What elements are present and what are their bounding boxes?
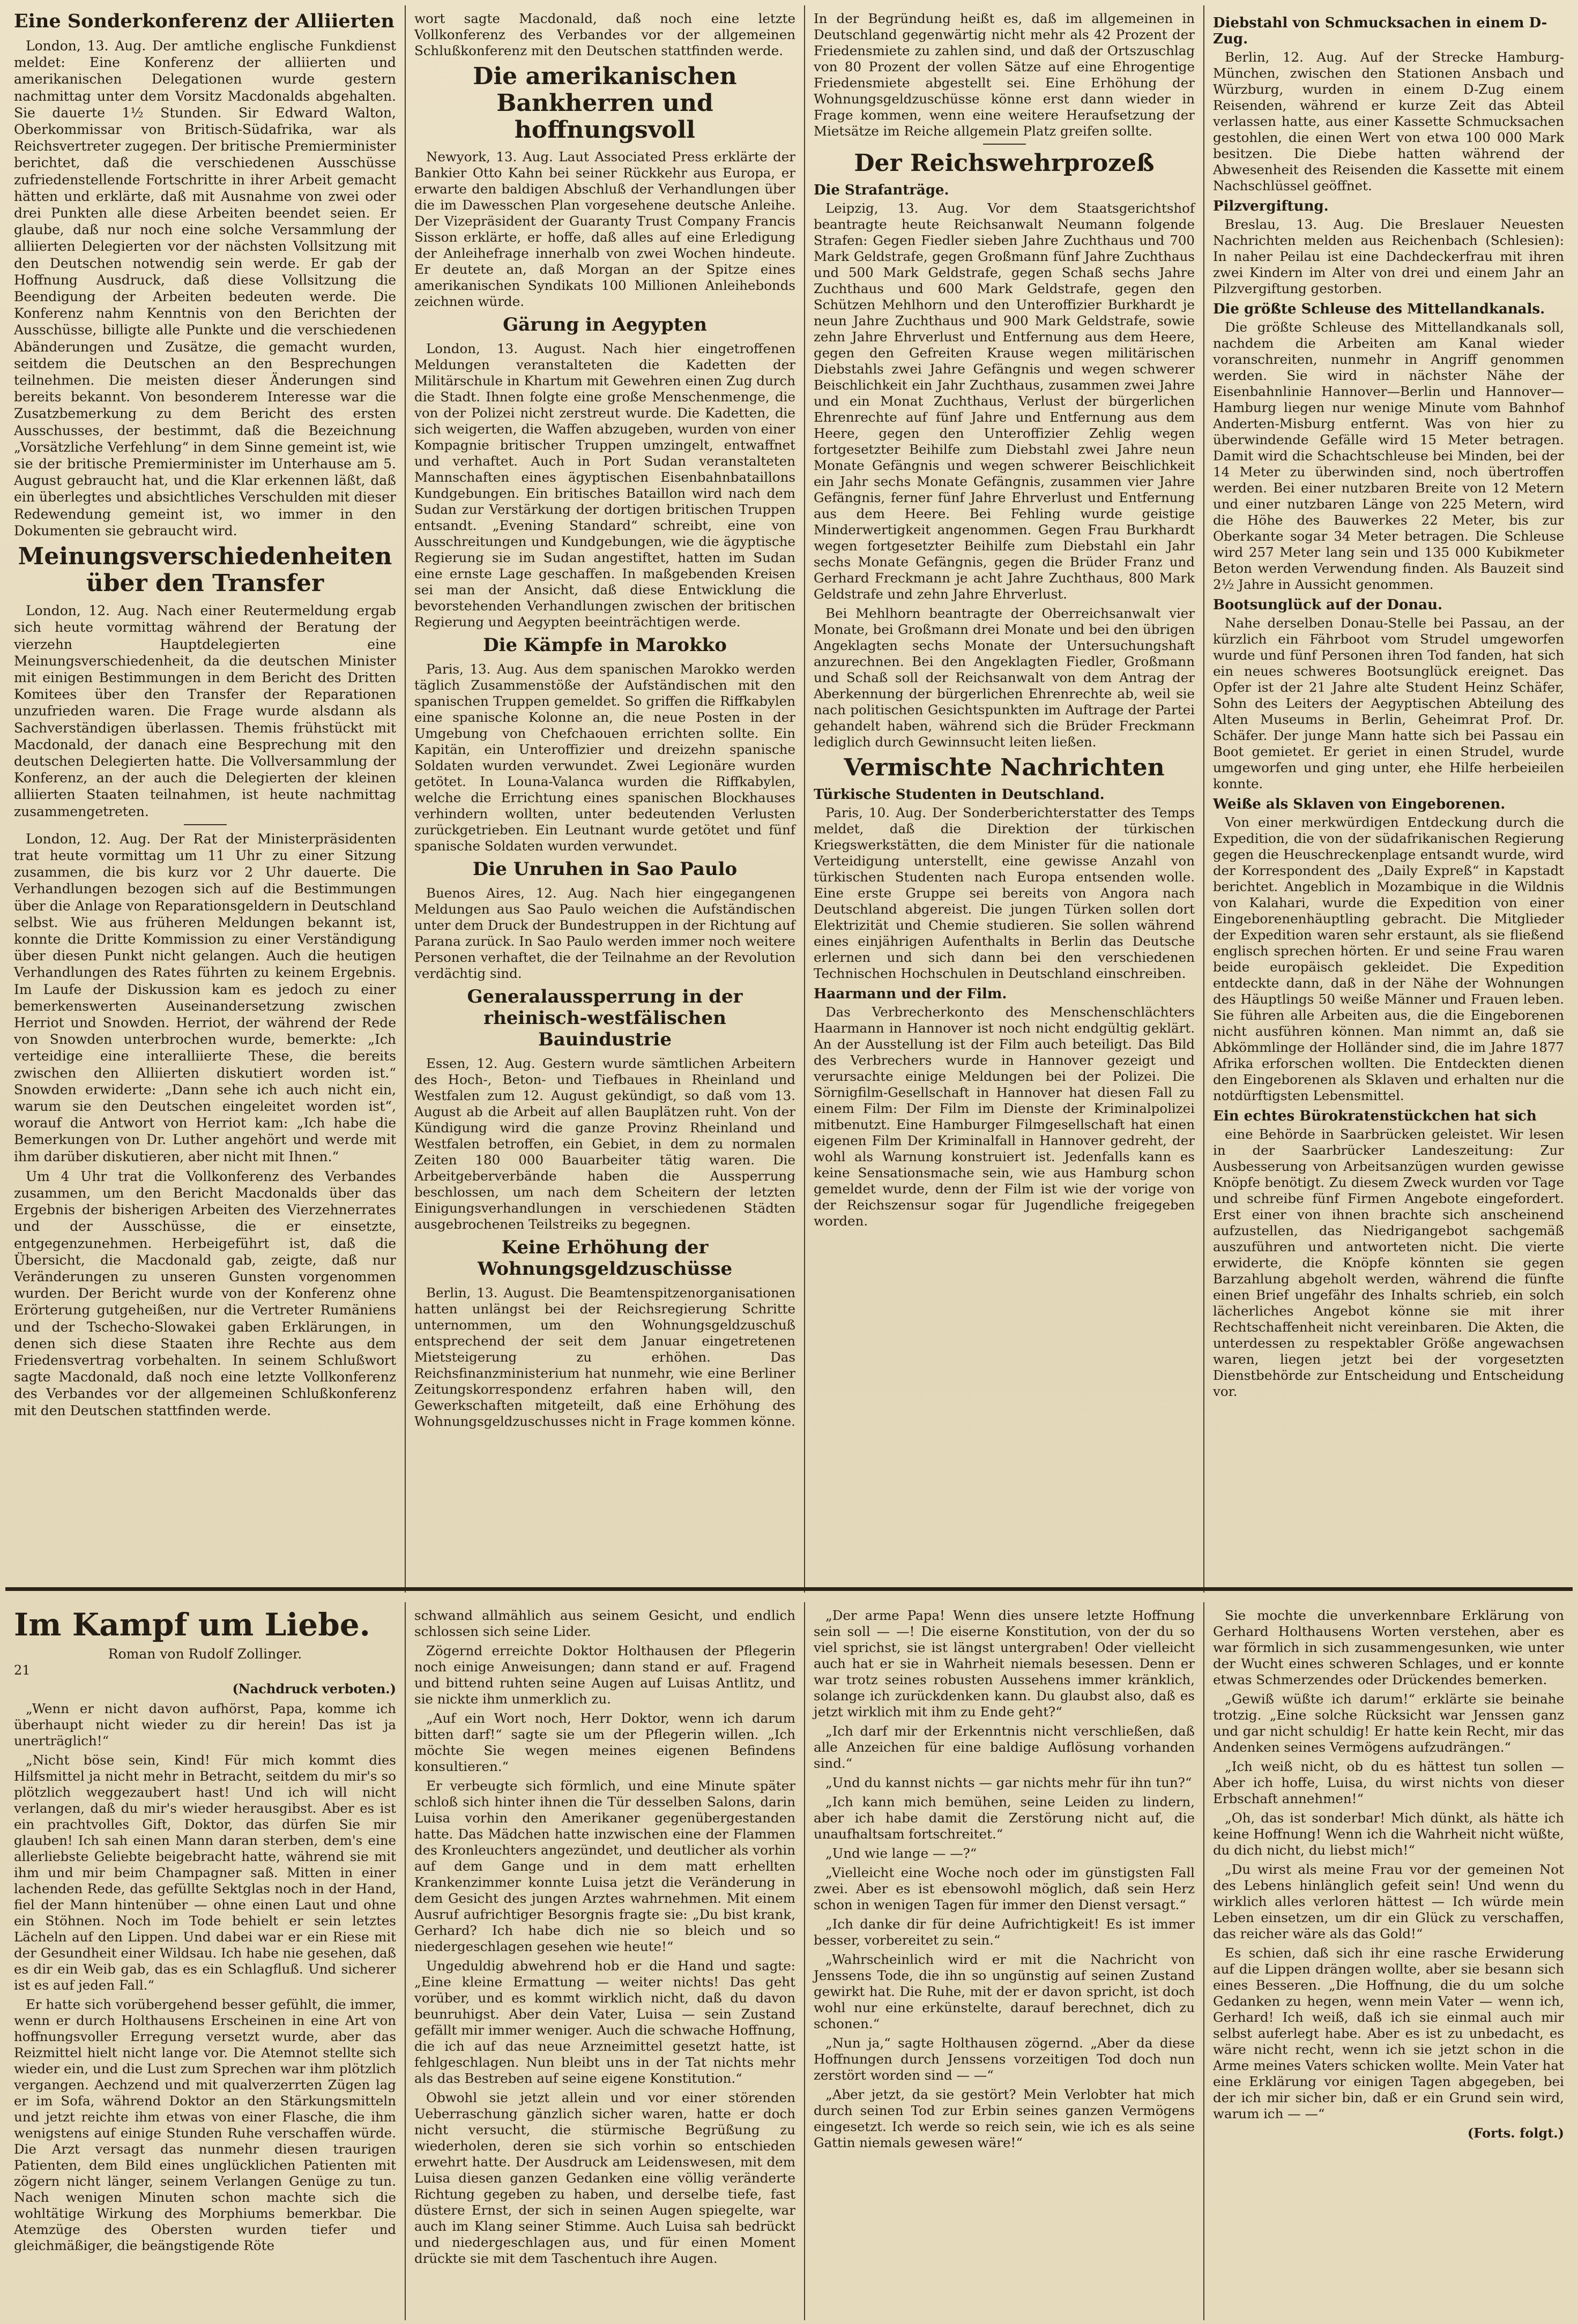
- column-4: [1203, 5, 1573, 1593]
- serial-paragraph: „Vielleicht eine Woche noch oder im günstigsten Fall zwei. Aber es ist ebensowohl möglich, daß sein Herz schon in wenigen Tagen für immer den Dienst versagt.“: [814, 1865, 1195, 1912]
- serial-paragraph: Es schien, daß sich ihr eine rasche Erwiderung auf die Lippen drängen wollte, aber sie besann sich eines Besseren. „Die Hoffnung, die du um solche Gedanken zu hegen, wenn mein Vater — wenn ich, Gerhard! Ich weiß, daß ich sie einmal auch mir selbst auferlegt habe. Aber es ist zu unbedacht, es wäre nicht recht, wenn ich sie jetzt schon in die Arme meines Vaters schicken wollte. Mein Vater hat eine Erklärung vor einigen Tagen abgegeben, bei der ich mir sicher bin, daß er ein Grund sein wird, warum ich — —“: [1213, 1945, 1564, 2121]
- headline-wohnungsgeld: Keine Erhöhung der Wohnungsgeldzuschüsse: [477, 1237, 733, 1280]
- headline-bankherren: Die amerikanischen Bankherren und hoffnungsvoll: [473, 63, 737, 144]
- article-buerokraten: eine Behörde in Saarbrücken geleistet. Wir lesen in der Saarbrücker Landeszeitung: Zur Ausbesserung von Arbeitsanzügen wurden gewisse Knöpfe benötigt. Zu diesem Zweck wurden vor Tage und schreibe fünf Firmen Angebote eingefordert. Erst einer von ihnen brachte sich anscheinend aufzustellen, das Niedrigangebot sachgemäß auszuführen und antworteten nicht. Die vierte erwiderte, die Knöpfe könnten sie gegen Barzahlung abgeholt werden, während die fünfte einen Brief ungefähr des Inhalts schrieb, ein solch lächerliches Angebot könne sie mit ihrer Rechtschaffenheit nicht vereinbaren. Die Akten, die unterdessen zu respektabler Größe angewachsen waren, liegen jetzt bei der vorgesetzten Dienstbehörde zur Entscheidung und Entscheidung vor.: [1213, 1126, 1564, 1399]
- article-bootsunglueck: Nahe derselben Donau-Stelle bei Passau, an der kürzlich ein Fährboot vom Strudel umgeworfen wurde und fünf Personen ihren Tod fanden, hat sich ein neues schweres Bootsunglück ereignet. Das Opfer ist der 21 Jahre alte Student Heinz Schäfer, Sohn des Leiters der Aegyptischen Abteilung des Alten Museums in Berlin, Geheimrat Prof. Dr. Schäfer. Der junge Mann hatte sich bei Passau ein Boot gemietet. Er geriet in einen Strudel, wurde umgeworfen und ging unter, ehe Hilfe herbeieilen konnte.: [1213, 615, 1564, 791]
- serial-paragraph: Sie mochte die unverkennbare Erklärung von Gerhard Holthausens Worten verstehen, aber es war förmlich in sich zusammengesunken, wie unter der Wucht eines schweren Schlages, und er konnte etwas Schmerzendes oder Drückendes bemerken.: [1213, 1608, 1564, 1687]
- separator: [983, 144, 1026, 145]
- serial-paragraph: „Aber jetzt, da sie gestört? Mein Verlobter hat mich durch seinen Tod zur Erbin seines ganzen Vermögens eingesetzt. Ich werde so reich sein, wie ich es als seine Gattin niemals gewesen wäre!“: [814, 2087, 1195, 2150]
- subhead-diebstahl: Diebstahl von Schmucksachen in einem D-Zug.: [1213, 15, 1547, 47]
- headline-vermischte: Vermischte Nachrichten: [844, 754, 1165, 781]
- serial-paragraph: „Wenn er nicht davon aufhörst, Papa, komme ich überhaupt nicht wieder zu dir herein! Das ist ja unerträglich!“: [14, 1701, 396, 1748]
- serial-paragraph: Obwohl sie jetzt allein und vor einer störenden Ueberraschung gänzlich sicher waren, hatte er doch nicht versucht, die stürmische Begrüßung zu wiederholen, deren sie sich vorhin so entschieden erwehrt hatte. Der Ausdruck am Leidenswesen, mit dem Luisa diesen ganzen Gedanken eine völlig veränderte Richtung gegeben zu haben, und derselbe tiefe, fast düstere Ernst, der sich in seinen Augen spiegelte, war auch im Klang seiner Stimme. Auch Luisa sah bedrückt und niedergeschlagen aus, und für einen Moment drückte sie mit dem Taschentuch ihre Augen.: [414, 2090, 795, 2266]
- serial-paragraph: „Nicht böse sein, Kind! Für mich kommt dies Hilfsmittel ja nicht mehr in Betracht, seitdem du mir's so plötzlich weggezaubert hast! Und ich will nicht verlangen, daß du mir's wieder herausgibst. Aber es ist ein prachtvolles Gift, Doktor, das dürfen Sie mir glauben! Ich sah einen Mann daran sterben, dem's eine allerliebste Geliebte beigebracht hatte, während sie mit ihm und mir beim Champagner saß. Mitten in einer lachenden Rede, das gefüllte Sektglas noch in der Hand, fiel der Mann hintenüber — ohne einen Laut und ohne ein Stöhnen. Noch im Tode behielt er sein letztes Lächeln auf den Lippen. Und dabei war er ein Riese mit der Gesundheit einer Wildsau. Ich habe nie gesehen, daß es dir ein Weib gab, das es ein Schlagfluß. Und sicherer ist es auf jeden Fall.“: [14, 1752, 396, 1993]
- serial-paragraph: „Wahrscheinlich wird er mit die Nachricht von Jenssens Tode, die ihn so ungünstig auf seinen Zustand gewirkt hat. Die Ruhe, mit der er davon spricht, ist doch wohl nur eine erkünstelte, darauf berechnet, dich zu schonen.“: [814, 1952, 1195, 2031]
- article-transfer-2: London, 12. Aug. Der Rat der Ministerpräsidenten trat heute vormittag um 11 Uhr zu einer Sitzung zusammen, die bis kurz vor 2 Uhr dauerte. Die Verhandlungen bezogen sich auf die Bestimmungen über die Anlage von Reparationsgeldern in Deutschland selbst. Wie aus früheren Meldungen bekannt ist, konnte die Dritte Kommission zu einer Verständigung über diesen Punkt nicht gelangen. Auch die heutigen Verhandlungen des Rates führten zu keinem Ergebnis. Im Laufe der Diskussion kam es jedoch zu einer bemerkenswerten Auseinandersetzung zwischen Herriot und Snowden. Herriot, der während der Rede von Snowden unterbrochen wurde, bemerkte: „Ich verteidige eine interalliierte These, die bereits zwischen den Alliierten diskutiert worden ist.“ Snowden erwiderte: „Dann sehe ich auch nicht ein, warum sie den Deutschen eingeleitet worden ist“, worauf die Antwort von Herriot kam: „Ich habe die Bemerkungen von Dr. Luther angehört und werde mit ihm darüber diskutieren, aber nicht mit Ihnen.“: [14, 831, 396, 1164]
- article-schleuse: Die größte Schleuse des Mittellandkanals soll, nachdem die Arbeiten am Kanal wieder voranschreiten, nunmehr in Angriff genommen werden. Sie wird in nächster Nähe der Eisenbahnlinie Hannover—Berlin und Hannover—Hamburg liegen nur wenige Minute vom Bahnhof Anderten-Misburg entfernt. Was von hier zu überwindende Gefälle wird 15 Meter betragen. Damit wird die Schachtschleuse bei Minden, bei der 14 Meter zu überwinden sind, noch übertroffen werden. Bei einer nutzbaren Breite von 12 Metern und einer nutzbaren Länge von 225 Metern, wird die Höhe des Bauwerkes 22 Meter, bis zur Oberkante sogar 34 Meter betragen. Die Schleuse wird 257 Meter lang sein und 135 000 Kubikmeter Beton werden Verwendung finden. Als Bauzeit sind 2½ Jahre in Aussicht genommen.: [1213, 319, 1564, 592]
- headline-aegypten: Gärung in Aegypten: [503, 314, 707, 335]
- article-wohnungsgeld: Berlin, 13. August. Die Beamtenspitzenorganisationen hatten unlängst bei der Reichsregierung Schritte unternommen, um den Wohnungsgeldzuschuß entsprechend der seit dem Januar eingetretenen Mietsteigerung zu erhöhen. Das Reichsfinanzministerium hat nunmehr, wie eine Berliner Zeitungskorrespondenz erfahren haben will, den Gewerkschaften mitgeteilt, daß eine Erhöhung des Wohnungsgeldzuschusses nicht in Frage kommen könne.: [414, 1285, 795, 1429]
- news-section: [5, 5, 1573, 1593]
- serial-paragraph: „Gewiß wüßte ich darum!“ erklärte sie beinahe trotzig. „Eine solche Rücksicht war Jenssen ganz und gar nicht schuldig! Er hatte kein Recht, mir das Andenken seines Vermögens aufzudrängen.“: [1213, 1691, 1564, 1755]
- article-haarmann: Das Verbrecherkonto des Menschenschlächters Haarmann in Hannover ist noch nicht endgültig geklärt. An der Ausstellung ist der Film auch beteiligt. Das Bild des Verbrechers wurde in Hannover gezeigt und verursachte einige Meldungen bei der Polizei. Die Sörnigfilm-Gesellschaft in Hannover hat diesen Fall zu einem Film: Der Film im Dienste der Kriminalpolizei mitbenutzt. Eine Hamburger Filmgesellschaft hat einen eigenen Film Der Kriminalfall in Hannover gedreht, der wohl als Warnung konstruiert ist. Jedenfalls kann es keine Sensationsmache sein, wie aus Hamburg schon gemeldet wurde, denn der Film ist wie der vorige von der Reichszensur sogar für Jugendliche freigegeben worden.: [814, 1004, 1195, 1229]
- serial-paragraph: Ungeduldig abwehrend hob er die Hand und sagte: „Eine kleine Ermattung — weiter nichts! Das geht vorüber, und es kommt wirklich nicht, daß du davon beunruhigst. Aber dein Vater, Luisa — sein Zustand gefällt mir immer weniger. Auch die schwache Hoffnung, die ich auf das neue Arzneimittel gesetzt hatte, ist fehlgeschlagen. Nun bleibt uns in der Tat nichts mehr als das Bestreben auf seine eigene Konstitution.“: [414, 1958, 795, 2086]
- article-diebstahl: Berlin, 12. Aug. Auf der Strecke Hamburg-München, zwischen den Stationen Ansbach und Würzburg, wurden in einem D-Zug einem Reisenden, während er kurze Zeit das Abteil verlassen hatte, aus einer Kassette Schmucksachen gestohlen, die einen Wert von etwa 100 000 Mark besitzen. Die Diebe hatten während der Abwesenheit des Reisenden die Kassette mit einem Nachschlüssel geöffnet.: [1213, 49, 1564, 193]
- serial-paragraph: „Nun ja,“ sagte Holthausen zögernd. „Aber da diese Hoffnungen durch Jenssens vorzeitigen Tod doch nun zerstört worden sind — —“: [814, 2035, 1195, 2083]
- serial-paragraph: Er hatte sich vorübergehend besser gefühlt, die immer, wenn er durch Holthausens Erscheinen in eine Art von hoffnungsvoller Erregung versetzt wurde, aber das Reizmittel hielt nicht lange vor. Die Atemnot stellte sich wieder ein, und die Lust zum Sprechen war ihm plötzlich vergangen. Aechzend und mit qualverzerrten Zügen lag er im Sofa, während Doktor an den Stärkungsmitteln und jetzt reichte ihm etwas von einer Flasche, die ihm wenigstens auf einige Stunden Ruhe verschaffen würde. Die Arzt versagt das nunmehr diesen traurigen Patienten, dem Bild eines unglücklichen Patienten mit zögern nicht länger, seinem Verlangen Genüge zu tun. Nach wenigen Minuten schon machte sich die wohltätige Wirkung des Morphiums bemerkbar. Die Atemzüge des Obersten wurden tiefer und gleichmäßiger, die beängstigende Röte: [14, 1997, 396, 2253]
- serial-column-3: [804, 1602, 1203, 2320]
- subhead-schleuse: Die größte Schleuse des Mittellandkanals.: [1213, 301, 1545, 317]
- serial-paragraph: „Auf ein Wort noch, Herr Doktor, wenn ich darum bitten darf!“ sagte sie um der Pflegerin willen. „Ich möchte Sie wegen meines eigenen Befindens konsultieren.“: [414, 1710, 795, 1774]
- article-bankherren: Newyork, 13. Aug. Laut Associated Press erklärte der Bankier Otto Kahn bei seiner Rückkehr aus Europa, er erwarte den baldigen Abschluß der Verhandlungen über die im Dawesschen Plan vorgesehene deutsche Anleihe. Der Vizepräsident der Guaranty Trust Company Francis Sisson erklärte, er hoffe, daß alles auf eine Erledigung der Anleihefrage innerhalb von zwei Wochen hindeute. Er deutete an, daß Morgan an der Spitze eines amerikanischen Syndikats 100 Millionen Anleihebonds zeichnen würde.: [414, 149, 795, 309]
- serial-paragraph: „Ich darf mir der Erkenntnis nicht verschließen, daß alle Anzeichen für eine baldige Auflösung vorhanden sind.“: [814, 1723, 1195, 1771]
- article-continuation: wort sagte Macdonald, daß noch eine letzte Vollkonferenz des Verbandes vor der allgemeinen Schlußkonferenz mit den Deutschen stattfinden werde.: [414, 11, 795, 58]
- column-2: [405, 5, 804, 1593]
- serial-paragraph: Er verbeugte sich förmlich, und eine Minute später schloß sich hinter ihnen die Tür desselben Salons, darin Luisa vorhin den Amerikaner gegenübergestanden hatte. Das Mädchen hatte inzwischen eine der Flammen des Kronleuchters angezündet, und deutlicher als vorhin auf dem Gange und in dem matt erhellten Krankenzimmer konnte Luisa jetzt die Veränderung in dem Gesicht des jungen Arztes wahrnehmen. Mit einem Ausruf aufrichtiger Besorgnis fragte sie: „Du bist krank, Gerhard? Ich habe dich nie so bleich und so niedergeschlagen gesehen wie heute!“: [414, 1778, 795, 1954]
- serial-paragraph: „Und wie lange — —?“: [825, 1845, 977, 1861]
- subhead-studenten: Türkische Studenten in Deutschland.: [814, 787, 1105, 803]
- serial-paragraph: „Ich weiß nicht, ob du es hättest tun sollen — Aber ich hoffe, Luisa, du wirst nichts von dieser Erbschaft annehmen!“: [1213, 1759, 1564, 1806]
- headline-marokko: Die Kämpfe in Marokko: [483, 634, 727, 656]
- reprint-notice: (Nachdruck verboten.): [232, 1681, 396, 1697]
- article-marokko: Paris, 13. Aug. Aus dem spanischen Marokko werden täglich Zusammenstöße der Aufständischen mit den spanischen Truppen gemeldet. So griffen die Riffkabylen eine spanische Kolonne an, die neue Posten in der Umgebung von Chefchaouen errichten sollte. Ein Kapitän, ein Unteroffizier und dreizehn spanische Soldaten wurden verwundet. Zwei Legionäre wurden getötet. In Louna-Valanca wurden die Riffkabylen, welche die Errichtung eines spanischen Blockhauses verhindern wollten, unter bedeutenden Verlusten zurückgetrieben. Ein Leutnant wurde getötet und fünf spanische Soldaten wurden verwundet.: [414, 661, 795, 854]
- article-studenten: Paris, 10. Aug. Der Sonderberichterstatter des Temps meldet, daß die Direktion der türkischen Kriegswerkstätten, die dem Minister für die nationale Verteidigung unterstellt, eine gewisse Anzahl von türkischen Studenten nach Europa entsenden wolle. Eine erste Gruppe sei bereits von Angora nach Deutschland abgereist. Die jungen Türken sollen dort Elektrizität und Chemie studieren. Sie sollen während eines einjährigen Aufenthalts in Berlin das Deutsche erlernen und sich dann bei den verschiedenen Technischen Hochschulen in Deutschland einschreiben.: [814, 805, 1195, 981]
- subhead-buerokraten: Ein echtes Bürokratenstückchen hat sich: [1213, 1108, 1537, 1124]
- article-reichswehrprozess-2: Bei Mehlhorn beantragte der Oberreichsanwalt vier Monate, bei Großmann drei Monate und bei den übrigen Angeklagten sechs Monate der Untersuchungshaft anzurechnen. Bei den Angeklagten Fiedler, Großmann und Schaß soll der Reichsanwalt von dem Antrag der Aberkennung der bürgerlichen Ehrenrechte ab, weil sie nach politischen Gesichtspunkten im Auftrage der Partei gehandelt haben, während sich die Brüder Freckmann lediglich durch Gewinnsucht leiten ließen.: [814, 606, 1195, 750]
- headline-transfer: Meinungsverschiedenheiten über den Transfer: [18, 543, 392, 597]
- headline-sao-paulo: Die Unruhen in Sao Paulo: [472, 858, 738, 880]
- article-sklaven: Von einer merkwürdigen Entdeckung durch die Expedition, die von der südafrikanischen Regierung gegen die Heuschreckenplage entsandt wurde, wird der Korrespondent des „Daily Expreß“ in Kapstadt berichtet. Angeblich in Mozambique in die Wildnis von Kalahari, wurde die Expedition von einer Eingeborenenhäuptling gebracht. Die Mitglieder der Expedition waren sehr erstaunt, als sie fließend englisch sprechen hörten. Er und seine Frau waren beide europäisch gekleidet. Die Expedition entdeckte dann, daß in der Nähe der Wohnungen des Häuptlings 50 weiße Männer und Frauen leben. Sie führen alle Arbeiten aus, die die Eingeborenen nicht ausführen können. Man nimmt an, daß sie Abkömmlinge der Holländer sind, die im Jahre 1877 Afrika erforschen wollten. Die Entdeckten dienen den Eingeborenen als Sklaven und erhalten nur die notdürftigsten Lebensmittel.: [1213, 814, 1564, 1103]
- serial-paragraph: „Oh, das ist sonderbar! Mich dünkt, als hätte ich keine Hoffnung! Wenn ich die Wahrheit nicht wüßte, du dich nicht, du liebst mich!“: [1213, 1810, 1564, 1858]
- continuation-note: (Forts. folgt.): [1467, 2125, 1564, 2141]
- article-transfer-3: Um 4 Uhr trat die Vollkonferenz des Verbandes zusammen, um den Bericht Macdonalds über das Ergebnis der bisherigen Arbeiten des Vierzehnerrates und der Ausschüsse, die er einsetzte, entgegenzunehmen. Herbeigeführt ist, daß die Übersicht, die Macdonald gab, zeigte, daß nur Veränderungen zu unseren Gunsten vorgenommen wurden. Der Bericht wurde von der Konferenz ohne Erörterung gutgeheißen, nur die Vertreter Rumäniens und der Tschecho-Slowakei gaben Erklärungen, in denen sich diese Staaten ihre Rechte aus dem Friedensvertrag vorbehalten. In seinem Schlußwort sagte Macdonald, daß noch eine letzte Vollkonferenz des Verbandes vor der allgemeinen Schlußkonferenz mit den Deutschen stattfinden werde.: [14, 1168, 396, 1418]
- serial-paragraph: „Ich kann mich bemühen, seine Leiden zu lindern, aber ich habe damit die Zerstörung nicht auf, die unaufhaltsam fortschreitet.“: [814, 1794, 1195, 1842]
- serial-column-1: [5, 1602, 405, 2320]
- serial-paragraph: „Du wirst als meine Frau vor der gemeinen Not des Lebens hinlänglich gefeit sein! Und wenn du wirklich alles verloren hättest — Ich würde mein Leben einsetzen, um dir ein Glück zu verschaffen, das reicher wäre als das Gold!“: [1213, 1862, 1564, 1941]
- feuilleton-section: [5, 1602, 1573, 2320]
- article-aegypten: London, 13. August. Nach hier eingetroffenen Meldungen veranstalteten die Kadetten der Militärschule in Khartum mit Gewehren einen Zug durch die Stadt. Ihnen folgte eine große Menschenmenge, die von der Polizei nicht zerstreut wurde. Die Kadetten, die sich weigerten, die Waffen abzugeben, wurden von einer Kompagnie britischer Truppen umzingelt, entwaffnet und verhaftet. Auch in Port Sudan veranstalteten Mannschaften eines ägyptischen Eisenbahnbataillons Kundgebungen. Ein britisches Bataillon wird nach dem Sudan zur Verstärkung der dortigen britischen Truppen entsandt. „Evening Standard“ schreibt, eine von Ausschreitungen und Kundgebungen, wie die ägyptische Regierung sie im Sudan angestiftet, hatten im Sudan eine ernste Lage geschaffen. In maßgebenden Kreisen sei man der Ansicht, daß diese Entwicklung die bevorstehenden Verhandlungen zwischen der britischen Regierung und Aegypten beeinträchtigen werde.: [414, 341, 795, 630]
- column-1: [5, 5, 405, 1593]
- serial-title: Im Kampf um Liebe.: [14, 1606, 370, 1643]
- serial-paragraph: „Der arme Papa! Wenn dies unsere letzte Hoffnung sein soll — —! Die eiserne Konstitution, von der du so viel sprichst, sie ist längst untergraben! Oder vielleicht auch hat er sie in Wahrheit niemals besessen. Denn er war trotz seines robusten Aussehens immer kränklich, solange ich zurückdenken kann. Du glaubst also, daß es jetzt wirklich mit ihm zu Ende geht?“: [814, 1608, 1195, 1720]
- serial-author: Roman von Rudolf Zollinger.: [108, 1646, 302, 1662]
- separator: [184, 824, 227, 825]
- feuilleton-divider: [5, 1587, 1573, 1591]
- article-sonderkonferenz: London, 13. Aug. Der amtliche englische Funkdienst meldet: Eine Konferenz der alliierten und amerikanischen Delegationen wurde gestern nachmittag unter dem Vorsitz Macdonalds abgehalten. Sie dauerte 1½ Stunden. Sir Edward Walton, Oberkommissar von Britisch-Südafrika, war als Reichsvertreter zugegen. Der britische Premierminister berichtet, daß die verschiedenen Ausschüsse zufriedenstellende Fortschritte in ihrer Arbeit gemacht hätten und erklärte, daß mit Ausnahme von zwei oder drei Punkten alle diese Arbeiten beendet seien. Er glaube, daß nur noch eine solche Versammlung der alliierten Delegierten vor der nächsten Vollsitzung mit den Deutschen notwendig sein werde. Er gab der Hoffnung Ausdruck, daß diese Vollsitzung die Beendigung der Arbeiten bedeuten werde. Die Konferenz nahm Kenntnis von den Berichten der Ausschüsse, billigte alle Punkte und die verschiedenen Abänderungen und Zusätze, die gemacht wurden, seitdem die Deutschen an den Besprechungen teilnehmen. Die meisten dieser Änderungen sind bereits bekannt. Von besonderem Interesse war die Zusatzbemerkung zu dem Bericht des ersten Ausschusses, der bestimmt, daß die Bezeichnung „Vorsätzliche Verfehlung“ in dem Sinne gemeint ist, wie sie der britische Premierminister im Unterhause am 5. August gebraucht hat, und die Klar erkennen läßt, daß ein überlegtes und absichtliches Verschulden mit dieser Redewendung gemeint ist, wo immer in den Dokumenten sie gebraucht wird.: [14, 38, 396, 539]
- article-sao-paulo: Buenos Aires, 12. Aug. Nach hier eingegangenen Meldungen aus Sao Paulo weichen die Aufständischen unter dem Druck der Bundestruppen in der Richtung auf Parana zurück. In Sao Paulo werden immer noch weitere Personen verhaftet, die der Teilnahme an der Revolution verdächtig sind.: [414, 885, 795, 981]
- subhead-haarmann: Haarmann und der Film.: [814, 986, 1007, 1002]
- serial-paragraph: schwand allmählich aus seinem Gesicht, und endlich schlossen sich seine Lider.: [414, 1608, 795, 1639]
- headline-sonderkonferenz: Eine Sonderkonferenz der Alliierten: [14, 10, 394, 32]
- subhead-pilzvergiftung: Pilzvergiftung.: [1213, 198, 1329, 214]
- article-continuation: In der Begründung heißt es, daß im allgemeinen in Deutschland gegenwärtig nicht mehr als 42 Prozent der Friedensmiete zu zahlen sind, und daß der Ortszuschlag von 80 Prozent der vollen Sätze auf eine Ehrogentige Friedensmiete abgestellt sei. Eine Erhöhung der Wohnungsgeldzuschüsse könne erst dann wieder in Frage kommen, wenn eine weitere Heraufsetzung der Mietsätze im Reiche allgemein Platz greifen sollte.: [814, 11, 1195, 139]
- serial-paragraph: „Ich danke dir für deine Aufrichtigkeit! Es ist immer besser, vorbereitet zu sein.“: [814, 1916, 1195, 1948]
- headline-aussperrung: Generalaussperrung in der rheinisch-westfälischen Bauindustrie: [467, 986, 743, 1050]
- article-pilzvergiftung: Breslau, 13. Aug. Die Breslauer Neuesten Nachrichten melden aus Reichenbach (Schlesien): In naher Peilau ist eine Dachdeckerfrau mit ihren zwei Kindern im Alter von drei und einem Jahr an Pilzvergiftung gestorben.: [1213, 216, 1564, 296]
- subhead-bootsunglueck: Bootsunglück auf der Donau.: [1213, 597, 1443, 613]
- subhead-sklaven: Weiße als Sklaven von Eingeborenen.: [1213, 796, 1506, 812]
- serial-paragraph: „Und du kannst nichts — gar nichts mehr für ihn tun?“: [825, 1775, 1192, 1790]
- column-3: [804, 5, 1203, 1593]
- serial-paragraph: Zögernd erreichte Doktor Holthausen der Pflegerin noch einige Anweisungen; dann stand er auf. Fragend und bittend ruhten seine Augen auf Luisas Antlitz, und sie nickte ihm unmerklich zu.: [414, 1643, 795, 1707]
- serial-chapter: 21: [14, 1663, 31, 1678]
- article-transfer-1: London, 12. Aug. Nach einer Reutermeldung ergab sich heute vormittag während der Beratung der vierzehn Hauptdelegierten eine Meinungsverschiedenheit, da die deutschen Minister mit einigen Bestimmungen in dem Bericht des Dritten Komitees über den Transfer der Reparationen unzufrieden waren. Die Frage wurde alsdann als Sachverständigen überlassen. Themis frühstückt mit Macdonald, der danach eine Besprechung mit den deutschen Delegierten hatte. Die Vollversammlung der Konferenz, an der auch die Delegierten der kleinen alliierten Staaten teilnahmen, ist heute nachmittag zusammengetreten.: [14, 603, 396, 819]
- article-aussperrung: Essen, 12. Aug. Gestern wurde sämtlichen Arbeitern des Hoch-, Beton- und Tiefbaues in Rheinland und Westfalen zum 12. August gekündigt, so daß vom 13. August ab die Arbeit auf allen Bauplätzen ruht. Von der Kündigung wird die ganze Provinz Rheinland und Westfalen betroffen, ein Gebiet, in dem zu normalen Zeiten 180 000 Bauarbeiter tätig waren. Die Arbeitgeberverbände haben die Aussperrung beschlossen, um nach dem Scheitern der letzten Einigungsverhandlungen in verschiedenen Städten ausgebrochenen Teilstreiks zu begegnen.: [414, 1056, 795, 1232]
- headline-reichswehrprozess: Der Reichswehrprozeß: [854, 150, 1155, 177]
- article-reichswehrprozess-1: Leipzig, 13. Aug. Vor dem Staatsgerichtshof beantragte heute Reichsanwalt Neumann folgende Strafen: Gegen Fiedler sieben Jahre Zuchthaus und 700 Mark Geldstrafe, gegen Großmann fünf Jahre Zuchthaus und 500 Mark Geldstrafe, gegen Schaß sechs Jahre Zuchthaus und 600 Mark Geldstrafe, gegen den Schützen Mehlhorn und den Unteroffizier Burkhardt je neun Jahre Zuchthaus und 900 Mark Geldstrafe, sowie zehn Jahre Ehrverlust und Entfernung aus dem Heere, gegen den Gefreiten Krause wegen militärischen Diebstahls zwei Jahre Gefängnis und wegen schwerer Beischlichkeit ein Jahr Zuchthaus, zusammen zwei Jahre und ein Monat Zuchthaus, Verlust der bürgerlichen Ehrenrechte auf fünf Jahre und Entfernung aus dem Heere, gegen den Unteroffizier Zehlig wegen fortgesetzter Beihilfe zum Diebstahl zwei Jahre neun Monate Gefängnis und wegen schwerer Beischlichkeit ein Jahr sechs Monate Gefängnis, zusammen vier Jahre Gefängnis, ferner fünf Jahre Ehrverlust und Entfernung aus dem Heere. Bei Fehling wurde geistige Minderwertigkeit angenommen. Gegen Frau Burkhardt wegen fortgesetzter Beihilfe zum Diebstahl ein Jahr sechs Monate Gefängnis, gegen die Brüder Franz und Gerhard Freckmann je acht Jahre Zuchthaus, 800 Mark Geldstrafe und zehn Jahre Ehrverlust.: [814, 200, 1195, 602]
- serial-column-2: [405, 1602, 804, 2320]
- subhead-strafantraege: Die Strafanträge.: [814, 182, 949, 198]
- serial-column-4: [1203, 1602, 1573, 2320]
